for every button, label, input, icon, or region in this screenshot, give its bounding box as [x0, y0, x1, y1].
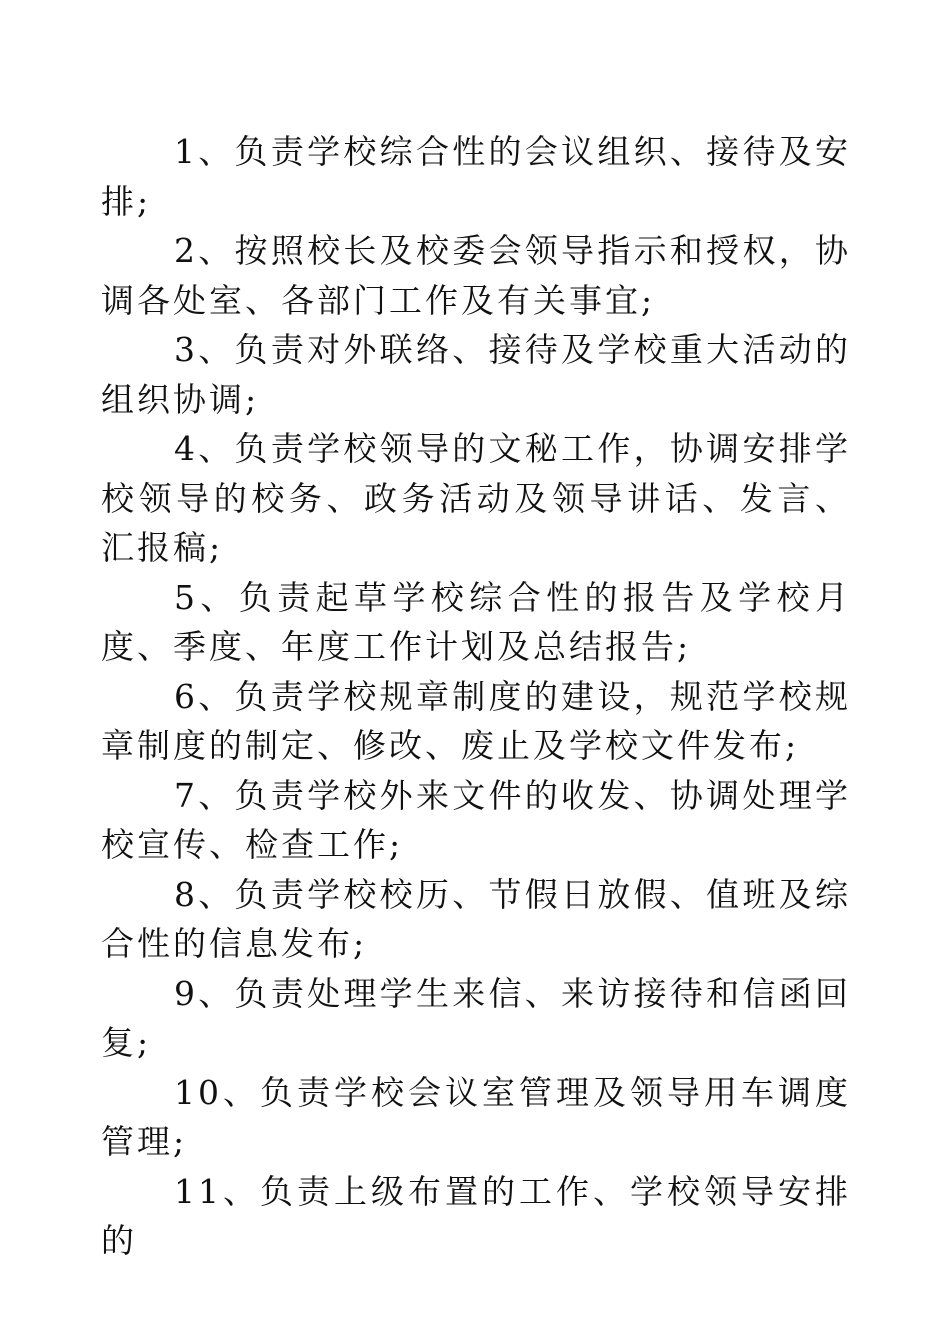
duty-item-7: 7、负责学校外来文件的收发、协调处理学校宣传、检查工作;: [101, 775, 851, 864]
duty-item-4: 4、负责学校领导的文秘工作，协调安排学校领导的校务、政务活动及领导讲话、发言、汇报稿;: [101, 429, 851, 567]
duty-item-11: 11、负责上级布置的工作、学校领导安排的: [101, 1171, 851, 1260]
document-body: [101, 127, 851, 1266]
duty-item-8: 8、负责学校校历、节假日放假、值班及综合性的信息发布;: [101, 874, 851, 963]
duty-item-5: 5、负责起草学校综合性的报告及学校月度、季度、年度工作计划及总结报告;: [101, 577, 851, 666]
duty-item-3: 3、负责对外联络、接待及学校重大活动的组织协调;: [101, 330, 851, 419]
duty-item-9: 9、负责处理学生来信、来访接待和信函回复;: [101, 973, 851, 1062]
duty-item-1: 1、负责学校综合性的会议组织、接待及安排;: [101, 132, 851, 221]
duty-item-6: 6、负责学校规章制度的建设，规范学校规章制度的制定、修改、废止及学校文件发布;: [101, 676, 851, 765]
duty-item-10: 10、负责学校会议室管理及领导用车调度管理;: [101, 1072, 851, 1161]
duty-item-2: 2、按照校长及校委会领导指示和授权，协调各处室、各部门工作及有关事宜;: [101, 231, 851, 320]
